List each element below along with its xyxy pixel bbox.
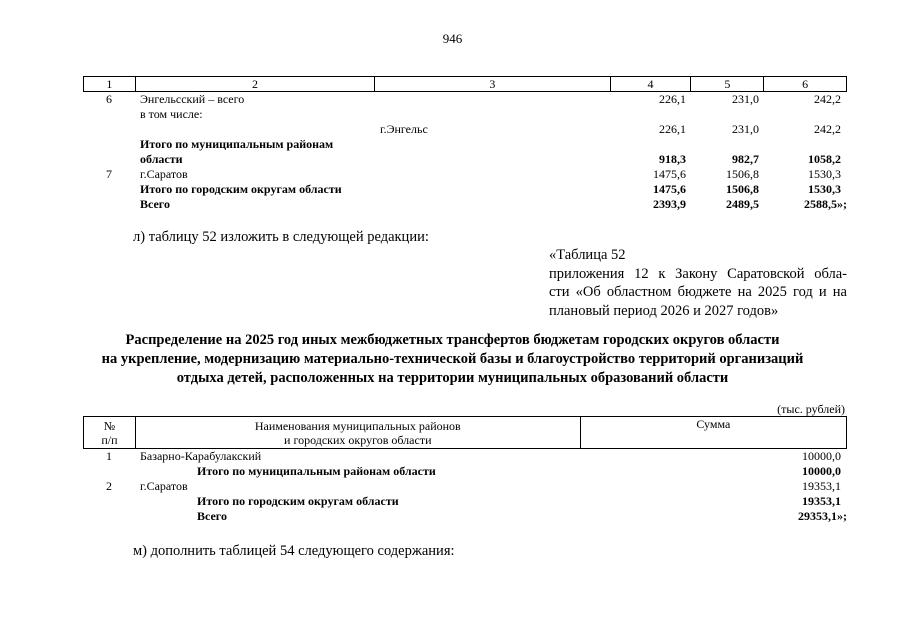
value-cell <box>765 92 847 107</box>
value-cell <box>611 107 692 122</box>
column-header-number <box>84 417 136 448</box>
column-header: 3 <box>375 77 610 91</box>
value-text: 242,2 <box>814 92 841 106</box>
row-number <box>83 122 135 137</box>
column-header-name <box>136 417 581 448</box>
caption-line: «Таблица 52 <box>549 247 626 263</box>
row-number <box>83 152 135 167</box>
value-cell <box>581 449 847 464</box>
title-line: отдыха детей, расположенных на территории муниципальных образований области <box>176 370 729 386</box>
value-cell: 226,1 <box>659 92 686 106</box>
value-cell: 2393,9 <box>653 197 686 211</box>
row-name: Итого по городским округам области <box>197 494 399 508</box>
row-subname <box>375 107 611 122</box>
column-header: 5 <box>691 77 764 91</box>
row-subname <box>375 197 611 212</box>
value-cell: 1506,8 <box>726 167 759 181</box>
value-text: 1058,2 <box>808 152 841 166</box>
title-line: на укрепление, модернизацию материально-технической базы и благоустройство территорий организаций <box>101 351 804 367</box>
caption-line: приложения 12 к Закону Саратовской обла- <box>549 265 847 282</box>
closing-quote: »; <box>837 509 847 523</box>
header-text: п/п <box>101 433 118 447</box>
table-row <box>83 479 847 494</box>
row-subname <box>375 92 611 107</box>
table-row <box>83 449 847 464</box>
value-text: 2588,5 <box>804 197 837 211</box>
table-body <box>83 449 847 524</box>
row-number: 1 <box>106 449 112 463</box>
row-subname: г.Энгельс <box>380 122 428 136</box>
value-cell <box>765 107 847 122</box>
row-name: г.Саратов <box>140 167 188 181</box>
value-cell <box>611 137 692 152</box>
row-number <box>83 182 135 197</box>
value-cell <box>581 494 847 509</box>
value-cell: 226,1 <box>659 122 686 136</box>
row-number <box>83 197 135 212</box>
value-cell <box>692 137 765 152</box>
value-text: 29353,1 <box>798 509 837 523</box>
row-number: 7 <box>106 167 112 181</box>
value-text: 242,2 <box>814 122 841 136</box>
table-row <box>83 464 847 479</box>
value-cell <box>692 107 765 122</box>
row-name: Энгельсский – всего <box>140 92 245 106</box>
column-header-sum <box>581 417 846 448</box>
header-text: № <box>103 419 116 433</box>
row-subname <box>375 137 611 152</box>
value-cell: 982,7 <box>732 152 759 166</box>
table-row <box>83 494 847 509</box>
value-cell <box>765 137 847 152</box>
row-name: Итого по городским округам области <box>140 182 342 196</box>
table-row <box>83 122 847 137</box>
value-text: 1530,3 <box>808 182 841 196</box>
value-cell <box>765 182 847 197</box>
value-text: 19353,1 <box>802 494 841 508</box>
row-name: г.Саратов <box>140 479 188 493</box>
row-name <box>135 122 375 137</box>
value-cell <box>765 122 847 137</box>
row-number: 2 <box>106 479 112 493</box>
instruction-paragraph-m: м) дополнить таблицей 54 следующего содержания: <box>133 543 455 559</box>
table-row <box>83 137 847 152</box>
value-cell: 1475,6 <box>653 167 686 181</box>
caption-line: плановый период 2026 и 2027 годов» <box>549 302 779 319</box>
header-text: и городских округов области <box>284 433 432 447</box>
table-row <box>83 509 847 524</box>
value-cell: 1506,8 <box>726 182 759 196</box>
table-row <box>83 182 847 197</box>
value-cell <box>765 167 847 182</box>
value-cell <box>581 479 847 494</box>
row-number <box>83 509 135 524</box>
column-header: 2 <box>136 77 375 91</box>
value-cell <box>765 197 847 212</box>
row-name: Всего <box>197 509 227 523</box>
table-row <box>83 197 847 212</box>
value-text: 19353,1 <box>802 479 841 493</box>
table-row <box>83 167 847 182</box>
row-number <box>83 107 135 122</box>
table-caption-block <box>549 246 847 320</box>
caption-line: сти «Об областном бюджете на 2025 год и на <box>549 284 847 300</box>
value-text: 1530,3 <box>808 167 841 181</box>
value-cell: 231,0 <box>732 122 759 136</box>
column-header: 6 <box>802 77 809 91</box>
value-text: 10000,0 <box>802 449 841 463</box>
table-row <box>83 152 847 167</box>
table-body <box>83 92 847 212</box>
table-continuation <box>83 76 847 212</box>
closing-quote: »; <box>837 197 847 211</box>
table-header-row <box>83 76 847 92</box>
row-name: области <box>140 152 183 166</box>
column-header: 4 <box>611 77 692 91</box>
value-text: 10000,0 <box>802 464 841 478</box>
row-name: в том числе: <box>140 107 203 121</box>
row-number <box>83 494 135 509</box>
title-line: Распределение на 2025 год иных межбюджетных трансфертов бюджетам городских округов области <box>125 332 780 348</box>
row-subname <box>375 152 611 167</box>
table-52 <box>83 416 847 524</box>
units-label: (тыс. рублей) <box>777 402 845 416</box>
table-row <box>83 92 847 107</box>
table-title <box>0 331 905 388</box>
page-number: 946 <box>442 31 463 46</box>
table-row <box>83 107 847 122</box>
value-cell <box>581 509 847 524</box>
row-subname <box>375 167 611 182</box>
header-text: Наименования муниципальных районов <box>254 419 461 433</box>
value-cell <box>581 464 847 479</box>
row-name: Итого по муниципальным районам <box>140 137 334 151</box>
instruction-paragraph-l: л) таблицу 52 изложить в следующей редакции: <box>133 229 429 245</box>
row-number: 6 <box>106 92 112 106</box>
row-number <box>83 464 135 479</box>
value-cell: 918,3 <box>659 152 686 166</box>
row-subname <box>375 182 611 197</box>
value-cell: 1475,6 <box>653 182 686 196</box>
value-cell: 2489,5 <box>726 197 759 211</box>
row-name: Итого по муниципальным районам области <box>197 464 436 478</box>
header-text: Сумма <box>696 417 731 431</box>
value-cell: 231,0 <box>732 92 759 106</box>
value-cell <box>765 152 847 167</box>
row-name: Базарно-Карабулакский <box>140 449 262 463</box>
table-header-row <box>83 416 847 449</box>
column-header: 1 <box>84 77 136 91</box>
row-name: Всего <box>140 197 170 211</box>
row-number <box>83 137 135 152</box>
